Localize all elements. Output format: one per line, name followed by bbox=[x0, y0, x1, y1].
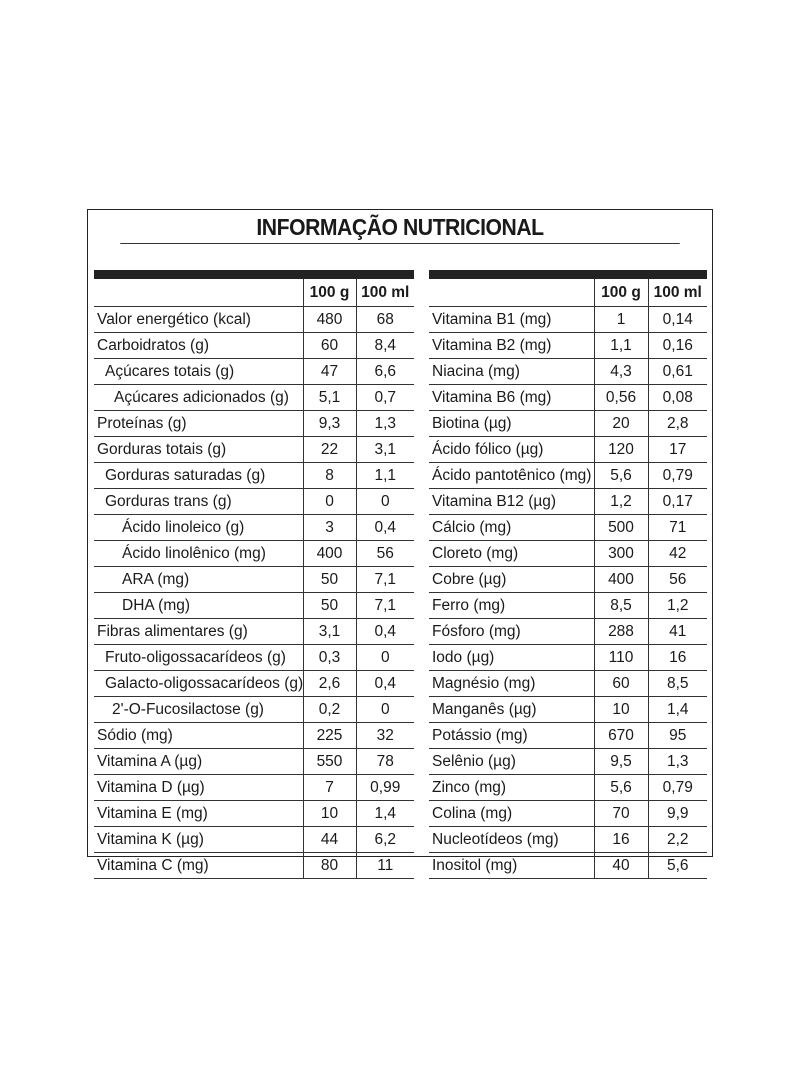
nutrient-name: Ácido linolênico (mg) bbox=[94, 541, 303, 567]
value-per-100ml: 95 bbox=[648, 723, 707, 749]
value-per-100g: 40 bbox=[594, 853, 648, 879]
value-per-100ml: 8,5 bbox=[648, 671, 707, 697]
nutrient-name: Cloreto (mg) bbox=[429, 541, 594, 567]
table-row bbox=[429, 801, 707, 827]
nutrient-name: Vitamina K (µg) bbox=[94, 827, 303, 853]
table-row bbox=[94, 333, 414, 359]
table-row bbox=[429, 567, 707, 593]
value-per-100g: 225 bbox=[303, 723, 356, 749]
nutrient-name: Manganês (µg) bbox=[429, 697, 594, 723]
table-row bbox=[429, 853, 707, 879]
value-per-100g: 10 bbox=[594, 697, 648, 723]
value-per-100g: 5,6 bbox=[594, 463, 648, 489]
value-per-100g: 50 bbox=[303, 593, 356, 619]
table-row bbox=[429, 619, 707, 645]
value-per-100g: 400 bbox=[594, 567, 648, 593]
nutrient-name: Galacto-oligossacarídeos (g) bbox=[94, 671, 303, 697]
label-title: INFORMAÇÃO NUTRICIONAL bbox=[120, 210, 679, 244]
nutrient-name: Selênio (µg) bbox=[429, 749, 594, 775]
table-row bbox=[94, 749, 414, 775]
value-per-100g: 500 bbox=[594, 515, 648, 541]
table-row bbox=[94, 541, 414, 567]
nutrient-name: Vitamina D (µg) bbox=[94, 775, 303, 801]
value-per-100ml: 0,79 bbox=[648, 775, 707, 801]
value-per-100g: 10 bbox=[303, 801, 356, 827]
table-row bbox=[94, 489, 414, 515]
value-per-100g: 5,6 bbox=[594, 775, 648, 801]
table-row bbox=[94, 827, 414, 853]
nutrient-name: Ácido linoleico (g) bbox=[94, 515, 303, 541]
value-per-100g: 47 bbox=[303, 359, 356, 385]
value-per-100g: 8,5 bbox=[594, 593, 648, 619]
value-per-100g: 300 bbox=[594, 541, 648, 567]
nutrient-name: ARA (mg) bbox=[94, 567, 303, 593]
nutrient-column-header bbox=[94, 279, 303, 307]
value-per-100g: 110 bbox=[594, 645, 648, 671]
nutrient-column-header bbox=[429, 279, 594, 307]
value-per-100g: 5,1 bbox=[303, 385, 356, 411]
value-per-100g: 80 bbox=[303, 853, 356, 879]
value-per-100ml: 6,6 bbox=[356, 359, 414, 385]
table-row bbox=[429, 671, 707, 697]
value-per-100g: 288 bbox=[594, 619, 648, 645]
table-row bbox=[94, 359, 414, 385]
value-per-100ml: 0,61 bbox=[648, 359, 707, 385]
nutrient-name: Vitamina C (mg) bbox=[94, 853, 303, 879]
nutrition-panel-left bbox=[94, 270, 414, 879]
table-row bbox=[94, 437, 414, 463]
nutrient-name: Carboidratos (g) bbox=[94, 333, 303, 359]
nutrient-name: Fruto-oligossacarídeos (g) bbox=[94, 645, 303, 671]
value-per-100g: 670 bbox=[594, 723, 648, 749]
nutrient-name: DHA (mg) bbox=[94, 593, 303, 619]
value-per-100ml: 16 bbox=[648, 645, 707, 671]
value-per-100ml: 17 bbox=[648, 437, 707, 463]
value-per-100g: 8 bbox=[303, 463, 356, 489]
nutrient-name: Niacina (mg) bbox=[429, 359, 594, 385]
value-per-100g: 550 bbox=[303, 749, 356, 775]
nutrition-panel-right bbox=[429, 270, 707, 879]
table-row bbox=[429, 385, 707, 411]
table-row bbox=[429, 411, 707, 437]
table-row bbox=[94, 775, 414, 801]
value-per-100g: 1,2 bbox=[594, 489, 648, 515]
table-row bbox=[94, 853, 414, 879]
value-per-100ml: 56 bbox=[648, 567, 707, 593]
nutrient-name: Fibras alimentares (g) bbox=[94, 619, 303, 645]
value-per-100g: 1,1 bbox=[594, 333, 648, 359]
table-row bbox=[429, 307, 707, 333]
value-per-100ml: 0,4 bbox=[356, 619, 414, 645]
value-per-100g: 50 bbox=[303, 567, 356, 593]
table-row bbox=[94, 619, 414, 645]
value-per-100ml: 0,4 bbox=[356, 671, 414, 697]
header-bar bbox=[94, 270, 414, 279]
table-row bbox=[94, 515, 414, 541]
value-per-100g: 3 bbox=[303, 515, 356, 541]
table-row bbox=[94, 645, 414, 671]
value-per-100ml: 0 bbox=[356, 697, 414, 723]
nutrient-name: Magnésio (mg) bbox=[429, 671, 594, 697]
table-row bbox=[94, 697, 414, 723]
nutrient-name: Vitamina B12 (µg) bbox=[429, 489, 594, 515]
value-per-100ml: 5,6 bbox=[648, 853, 707, 879]
table-row bbox=[429, 593, 707, 619]
value-per-100g: 2,6 bbox=[303, 671, 356, 697]
table-row bbox=[429, 463, 707, 489]
value-per-100ml: 0 bbox=[356, 645, 414, 671]
value-per-100ml: 0,17 bbox=[648, 489, 707, 515]
value-per-100ml: 2,2 bbox=[648, 827, 707, 853]
nutrient-name: Cálcio (mg) bbox=[429, 515, 594, 541]
nutrient-name: Nucleotídeos (mg) bbox=[429, 827, 594, 853]
value-per-100ml: 56 bbox=[356, 541, 414, 567]
nutrient-name: Vitamina B6 (mg) bbox=[429, 385, 594, 411]
table-row bbox=[94, 723, 414, 749]
nutrient-name: Fósforo (mg) bbox=[429, 619, 594, 645]
nutrient-name: Vitamina A (µg) bbox=[94, 749, 303, 775]
table-header-row bbox=[94, 279, 414, 307]
value-per-100ml: 1,4 bbox=[356, 801, 414, 827]
value-per-100g: 0,2 bbox=[303, 697, 356, 723]
value-per-100ml: 7,1 bbox=[356, 593, 414, 619]
value-per-100g: 9,3 bbox=[303, 411, 356, 437]
nutrient-name: Vitamina B1 (mg) bbox=[429, 307, 594, 333]
nutrient-name: Valor energético (kcal) bbox=[94, 307, 303, 333]
table-row bbox=[94, 671, 414, 697]
table-row bbox=[429, 359, 707, 385]
table-row bbox=[429, 515, 707, 541]
nutrition-facts-label bbox=[87, 209, 713, 874]
value-per-100ml: 1,1 bbox=[356, 463, 414, 489]
value-per-100ml: 6,2 bbox=[356, 827, 414, 853]
per-100ml-header: 100 ml bbox=[648, 279, 707, 307]
table-row bbox=[94, 801, 414, 827]
nutrient-name: Colina (mg) bbox=[429, 801, 594, 827]
value-per-100ml: 0,08 bbox=[648, 385, 707, 411]
nutrient-name: Sódio (mg) bbox=[94, 723, 303, 749]
value-per-100ml: 0,7 bbox=[356, 385, 414, 411]
value-per-100ml: 1,3 bbox=[356, 411, 414, 437]
value-per-100ml: 0 bbox=[356, 489, 414, 515]
value-per-100g: 400 bbox=[303, 541, 356, 567]
value-per-100ml: 0,14 bbox=[648, 307, 707, 333]
table-row bbox=[429, 645, 707, 671]
value-per-100g: 4,3 bbox=[594, 359, 648, 385]
table-row bbox=[429, 749, 707, 775]
header-bar bbox=[429, 270, 707, 279]
value-per-100g: 20 bbox=[594, 411, 648, 437]
value-per-100ml: 0,99 bbox=[356, 775, 414, 801]
value-per-100ml: 0,16 bbox=[648, 333, 707, 359]
value-per-100g: 22 bbox=[303, 437, 356, 463]
value-per-100ml: 1,2 bbox=[648, 593, 707, 619]
table-row bbox=[429, 541, 707, 567]
table-header-row bbox=[429, 279, 707, 307]
nutrient-name: Ácido fólico (µg) bbox=[429, 437, 594, 463]
table-row bbox=[429, 827, 707, 853]
value-per-100ml: 11 bbox=[356, 853, 414, 879]
value-per-100g: 9,5 bbox=[594, 749, 648, 775]
nutrient-name: Vitamina E (mg) bbox=[94, 801, 303, 827]
value-per-100ml: 41 bbox=[648, 619, 707, 645]
table-row bbox=[429, 723, 707, 749]
value-per-100g: 60 bbox=[594, 671, 648, 697]
value-per-100ml: 68 bbox=[356, 307, 414, 333]
value-per-100g: 16 bbox=[594, 827, 648, 853]
table-row bbox=[94, 411, 414, 437]
per-100g-header: 100 g bbox=[594, 279, 648, 307]
table-row bbox=[429, 489, 707, 515]
value-per-100g: 120 bbox=[594, 437, 648, 463]
value-per-100ml: 2,8 bbox=[648, 411, 707, 437]
nutrient-name: Açúcares adicionados (g) bbox=[94, 385, 303, 411]
table-row bbox=[94, 385, 414, 411]
value-per-100ml: 8,4 bbox=[356, 333, 414, 359]
table-row bbox=[429, 437, 707, 463]
value-per-100ml: 42 bbox=[648, 541, 707, 567]
value-per-100ml: 71 bbox=[648, 515, 707, 541]
nutrient-name: Cobre (µg) bbox=[429, 567, 594, 593]
table-row bbox=[94, 463, 414, 489]
nutrient-name: Proteínas (g) bbox=[94, 411, 303, 437]
value-per-100ml: 1,3 bbox=[648, 749, 707, 775]
value-per-100g: 1 bbox=[594, 307, 648, 333]
nutrient-name: Ferro (mg) bbox=[429, 593, 594, 619]
value-per-100g: 3,1 bbox=[303, 619, 356, 645]
nutrient-name: Biotina (µg) bbox=[429, 411, 594, 437]
nutrient-name: Gorduras totais (g) bbox=[94, 437, 303, 463]
value-per-100ml: 1,4 bbox=[648, 697, 707, 723]
table-row bbox=[429, 775, 707, 801]
value-per-100g: 0,3 bbox=[303, 645, 356, 671]
nutrient-name: Inositol (mg) bbox=[429, 853, 594, 879]
table-row bbox=[94, 307, 414, 333]
per-100g-header: 100 g bbox=[303, 279, 356, 307]
table-row bbox=[94, 593, 414, 619]
nutrition-table-right bbox=[429, 279, 707, 879]
value-per-100g: 70 bbox=[594, 801, 648, 827]
table-row bbox=[429, 333, 707, 359]
nutrient-name: Vitamina B2 (mg) bbox=[429, 333, 594, 359]
nutrient-name: Gorduras trans (g) bbox=[94, 489, 303, 515]
value-per-100g: 60 bbox=[303, 333, 356, 359]
value-per-100ml: 7,1 bbox=[356, 567, 414, 593]
value-per-100g: 480 bbox=[303, 307, 356, 333]
value-per-100ml: 0,4 bbox=[356, 515, 414, 541]
value-per-100ml: 32 bbox=[356, 723, 414, 749]
nutrient-name: Potássio (mg) bbox=[429, 723, 594, 749]
nutrient-name: Iodo (µg) bbox=[429, 645, 594, 671]
nutrient-name: 2'-O-Fucosilactose (g) bbox=[94, 697, 303, 723]
value-per-100ml: 3,1 bbox=[356, 437, 414, 463]
value-per-100g: 0,56 bbox=[594, 385, 648, 411]
nutrient-name: Zinco (mg) bbox=[429, 775, 594, 801]
value-per-100ml: 78 bbox=[356, 749, 414, 775]
value-per-100g: 44 bbox=[303, 827, 356, 853]
value-per-100g: 7 bbox=[303, 775, 356, 801]
nutrient-name: Ácido pantotênico (mg) bbox=[429, 463, 594, 489]
nutrition-table-left bbox=[94, 279, 414, 879]
value-per-100ml: 9,9 bbox=[648, 801, 707, 827]
nutrient-name: Gorduras saturadas (g) bbox=[94, 463, 303, 489]
per-100ml-header: 100 ml bbox=[356, 279, 414, 307]
nutrient-name: Açúcares totais (g) bbox=[94, 359, 303, 385]
table-row bbox=[94, 567, 414, 593]
table-row bbox=[429, 697, 707, 723]
value-per-100g: 0 bbox=[303, 489, 356, 515]
value-per-100ml: 0,79 bbox=[648, 463, 707, 489]
